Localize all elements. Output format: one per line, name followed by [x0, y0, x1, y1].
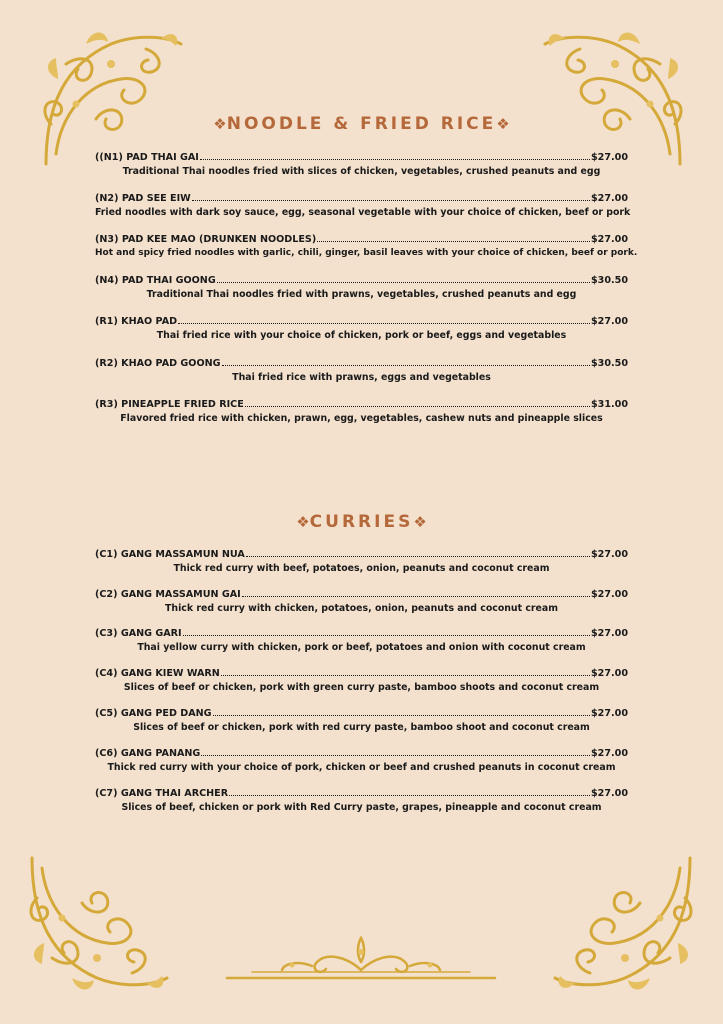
menu-item-n4: [95, 273, 628, 301]
item-description: Traditional Thai noodles fried with prawns, vegetables, crushed peanuts and egg: [146, 289, 577, 300]
item-name: (R1) KHAO PAD: [95, 316, 178, 327]
leader-dots: [200, 150, 590, 160]
section-title-mark-left: ❖: [296, 513, 310, 531]
item-description: Flavored fried rice with chicken, prawn, egg, vegetables, cashew nuts and pineapple slices: [120, 413, 603, 424]
item-name: (C7) GANG THAI ARCHER: [95, 788, 229, 799]
item-description: Fried noodles with dark soy sauce, egg, seasonal vegetable with your choice of chicken, beef or pork: [95, 207, 631, 218]
item-name: (C2) GANG MASSAMUN GAI: [95, 589, 241, 600]
item-price: $27.00: [590, 589, 628, 600]
leader-dots: [178, 314, 590, 324]
menu-item-c6: [95, 746, 628, 774]
item-name: (C3) GANG GARI: [95, 628, 182, 639]
section-title-curries: [0, 512, 723, 532]
section-title-mark-left: ❖: [213, 115, 227, 133]
menu-item-n2: [95, 191, 631, 219]
menu-item-r2: [95, 356, 628, 384]
leader-dots: [221, 666, 590, 676]
leader-dots: [317, 232, 590, 242]
section-title-noodle-fried-rice: [0, 114, 723, 134]
item-description: Thick red curry with beef, potatoes, onion, peanuts and coconut cream: [173, 563, 550, 574]
menu-item-n3: [95, 232, 638, 260]
leader-dots: [201, 746, 590, 756]
menu-item-c4: [95, 666, 628, 694]
item-name: (C1) GANG MASSAMUN NUA: [95, 549, 245, 560]
menu-item-c3: [95, 626, 628, 654]
section-title-mark-right: ❖: [413, 513, 427, 531]
corner-ornament-bottom-right: [550, 848, 700, 998]
leader-dots: [246, 547, 590, 557]
item-description: Slices of beef, chicken or pork with Red Curry paste, grapes, pineapple and coconut cream: [121, 802, 602, 813]
item-name: (C5) GANG PED DANG: [95, 708, 212, 719]
item-description: Slices of beef or chicken, pork with red curry paste, bamboo shoot and coconut cream: [133, 722, 590, 733]
leader-dots: [183, 626, 590, 636]
menu-item-r3: [95, 397, 628, 425]
leader-dots: [222, 356, 590, 366]
section-title-text: CURRIES: [309, 512, 414, 532]
item-name: (R3) PINEAPPLE FRIED RICE: [95, 399, 244, 410]
item-name: (N2) PAD SEE EIW: [95, 193, 191, 204]
item-price: $27.00: [590, 549, 628, 560]
item-name: (N3) PAD KEE MAO (DRUNKEN NOODLES): [95, 234, 317, 245]
item-price: $27.00: [590, 316, 628, 327]
section-title-mark-right: ❖: [496, 115, 510, 133]
item-description: Slices of beef or chicken, pork with green curry paste, bamboo shoots and coconut cream: [123, 682, 600, 693]
item-price: $27.00: [590, 708, 628, 719]
item-name: (C6) GANG PANANG: [95, 748, 201, 759]
item-name: (R2) KHAO PAD GOONG: [95, 358, 221, 369]
item-description: Traditional Thai noodles fried with slices of chicken, vegetables, crushed peanuts and egg: [122, 166, 601, 177]
item-description: Hot and spicy fried noodles with garlic, chili, ginger, basil leaves with your choice of chicken, beef or pork.: [95, 248, 638, 258]
leader-dots: [213, 706, 590, 716]
menu-item-r1: [95, 314, 628, 342]
item-price: $27.00: [590, 152, 628, 163]
corner-ornament-bottom-left: [22, 848, 172, 998]
menu-item-n1: [95, 150, 628, 178]
item-price: $27.00: [590, 668, 628, 679]
leader-dots: [242, 587, 590, 597]
menu-item-c2: [95, 587, 628, 615]
item-name: (N4) PAD THAI GOONG: [95, 275, 216, 286]
leader-dots: [229, 786, 590, 796]
item-price: $27.00: [590, 748, 628, 759]
menu-item-c1: [95, 547, 628, 575]
item-price: $27.00: [590, 193, 628, 204]
item-description: Thai fried rice with your choice of chicken, pork or beef, eggs and vegetables: [156, 330, 567, 341]
item-description: Thai fried rice with prawns, eggs and vegetables: [232, 372, 491, 383]
item-description: Thai yellow curry with chicken, pork or beef, potatoes and onion with coconut cream: [137, 642, 586, 653]
item-price: $27.00: [590, 234, 628, 245]
section-title-text: NOODLE & FRIED RICE: [226, 114, 497, 134]
bottom-center-ornament: [222, 932, 500, 986]
leader-dots: [217, 273, 590, 283]
leader-dots: [245, 397, 590, 407]
menu-item-c5: [95, 706, 628, 734]
item-price: $27.00: [590, 628, 628, 639]
menu-item-c7: [95, 786, 628, 814]
item-price: $30.50: [590, 275, 628, 286]
item-price: $27.00: [590, 788, 628, 799]
item-price: $31.00: [590, 399, 628, 410]
leader-dots: [192, 191, 590, 201]
item-name: (C4) GANG KIEW WARN: [95, 668, 220, 679]
item-description: Thick red curry with chicken, potatoes, onion, peanuts and coconut cream: [165, 603, 558, 614]
item-name: ((N1) PAD THAI GAI: [95, 152, 199, 163]
item-price: $30.50: [590, 358, 628, 369]
item-description: Thick red curry with your choice of pork, chicken or beef and crushed peanuts in coconut cream: [107, 762, 616, 773]
